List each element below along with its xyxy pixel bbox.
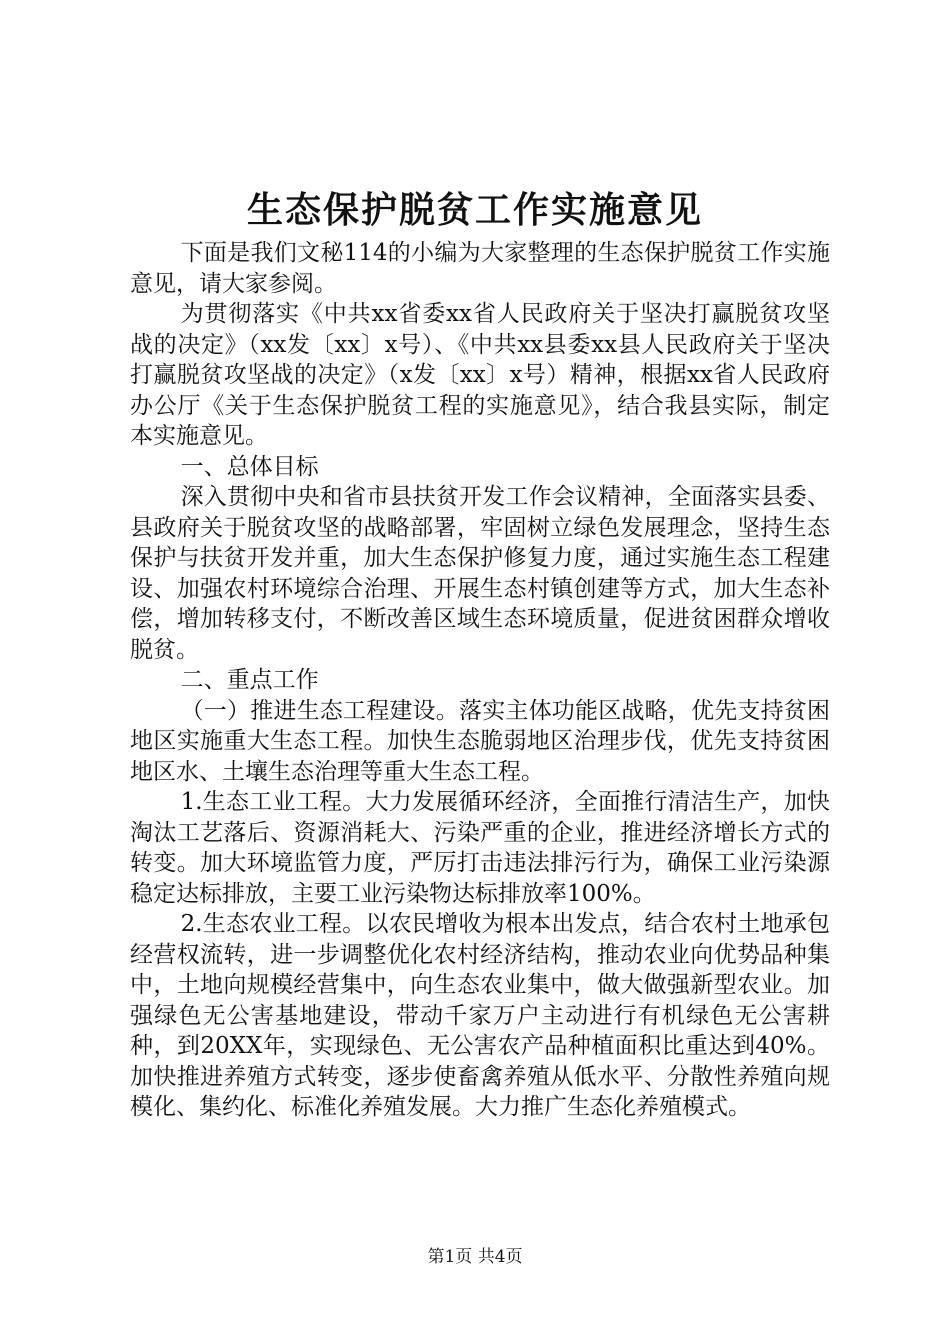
intro-paragraph: 下面是我们文秘114的小编为大家整理的生态保护脱贫工作实施意见，请大家参阅。: [130, 240, 830, 297]
section-heading-key-work: 二、重点工作: [180, 667, 319, 693]
page-footer: 第1页 共4页: [427, 1247, 523, 1267]
ecological-agriculture-paragraph: 2.生态农业工程。以农民增收为根本出发点，结合农村土地承包经营权流转，进一步调整优化农村经济结构，推动农业向优势品种集中，土地向规模经营集中，向生态农业集中，做大做强新型农业。加强绿色无公害基地建设，带动千家万户主动进行有机绿色无公害耕种，到20XX年，实现绿色、无公害农产品种植面积比重达到40%。加快推进养殖方式转变，逐步使畜禽养殖从低水平、分散性养殖向规模化、集约化、标准化养殖发展。大力推广生态化养殖模式。: [130, 911, 830, 1120]
document-title: 生态保护脱贫工作实施意见: [246, 189, 703, 231]
ecological-engineering-paragraph: （一）推进生态工程建设。落实主体功能区战略，优先支持贫困地区实施重大生态工程。加快生态脆弱地区治理步伐，优先支持贫困地区水、土壤生态治理等重大生态工程。: [130, 697, 830, 785]
overall-goal-paragraph: 深入贯彻中央和省市县扶贫开发工作会议精神，全面落实县委、县政府关于脱贫攻坚的战略部署，牢固树立绿色发展理念，坚持生态保护与扶贫开发并重，加大生态保护修复力度，通过实施生态工程建设、加强农村环境综合治理、开展生态村镇创建等方式，加大生态补偿，增加转移支付，不断改善区域生态环境质量，促进贫困群众增收脱贫。: [130, 484, 830, 663]
section-heading-overall-goal: 一、总体目标: [180, 453, 319, 480]
purpose-paragraph: 为贯彻落实《中共xx省委xx省人民政府关于坚决打赢脱贫攻坚战的决定》（xx发〔xx〕x号）、《中共xx县委xx县人民政府关于坚决打赢脱贫攻坚战的决定》（x发〔xx〕x号）精神，根据xx省人民政府办公厅《关于生态保护脱贫工程的实施意见》，结合我县实际，制定本实施意见。: [130, 301, 830, 449]
document-body: [130, 238, 830, 1123]
ecological-industry-paragraph: 1.生态工业工程。大力发展循环经济，全面推行清洁生产，加快淘汰工艺落后、资源消耗大、污染严重的企业，推进经济增长方式的转变。加大环境监管力度，严厉打击违法排污行为，确保工业污染源稳定达标排放，主要工业污染物达标排放率100%。: [130, 789, 830, 907]
